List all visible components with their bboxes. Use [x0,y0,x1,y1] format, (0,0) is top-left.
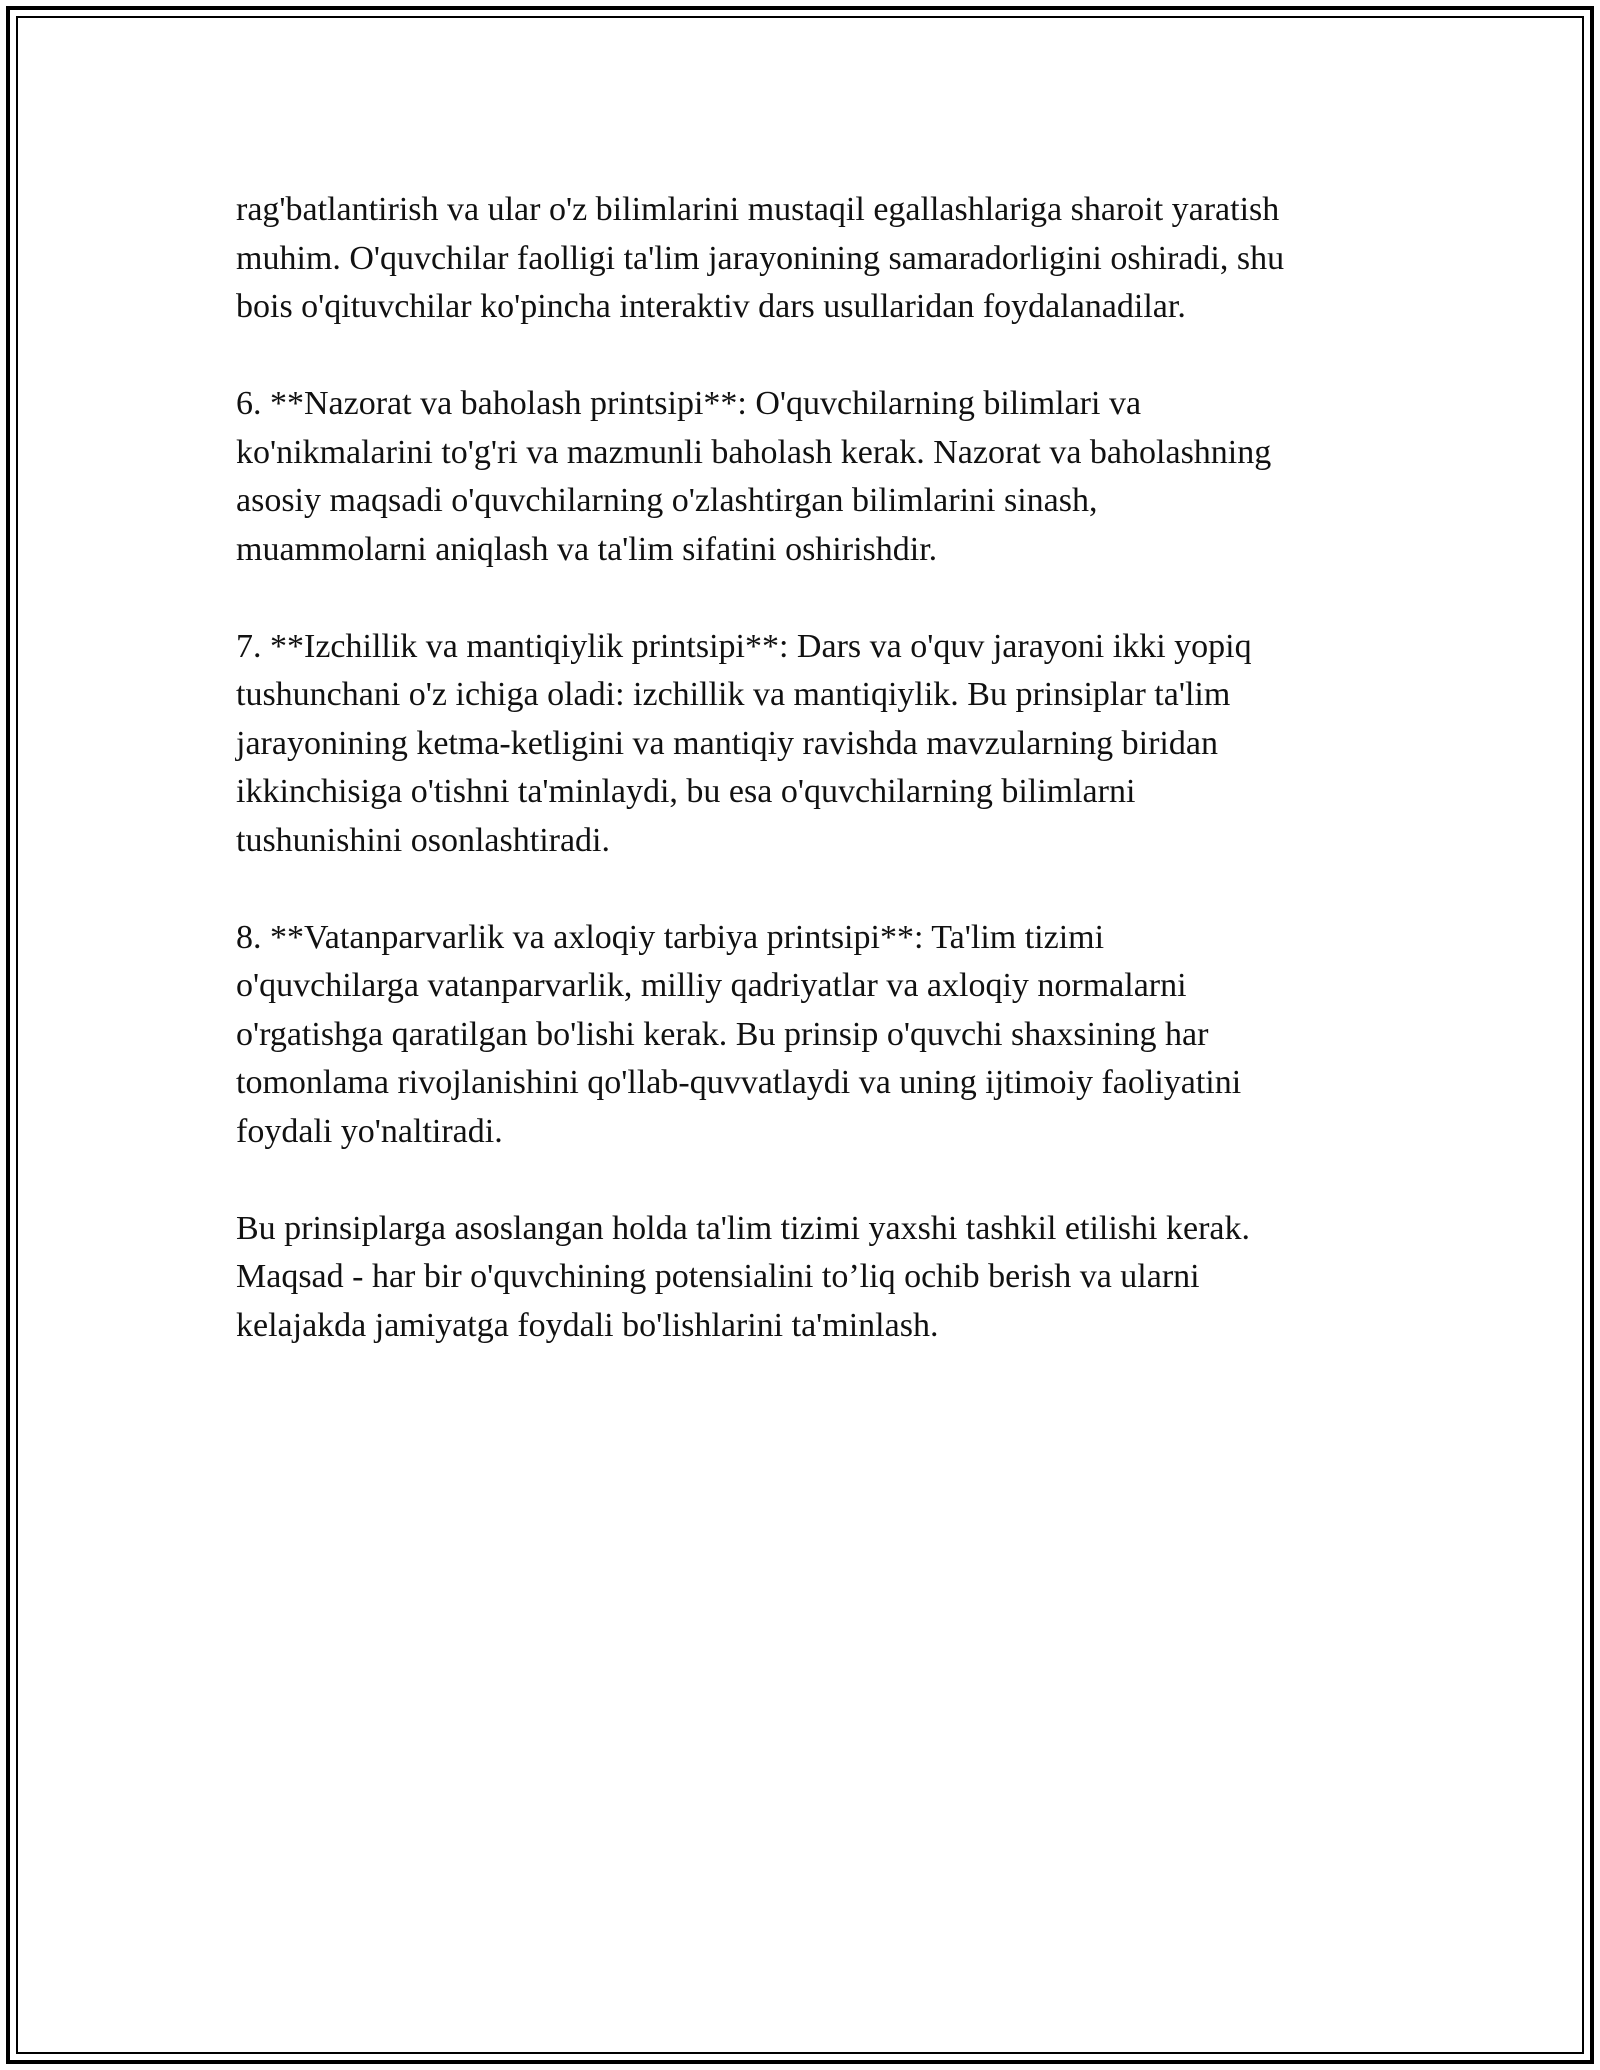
paragraph-principle-8 [236,914,1396,1157]
document-body [236,186,1396,1399]
text-line: Maqsad - har bir o'quvchining potensialini to’liq ochib berish va ularni [236,1258,1200,1295]
text-line: 8. **Vatanparvarlik va axloqiy tarbiya printsipi**: Ta'lim tizimi [236,918,1105,956]
text-line: ikkinchisiga o'tishni ta'minlaydi, bu esa o'quvchilarning bilimlarni [236,773,1136,810]
text-line: o'rgatishga qaratilgan bo'lishi kerak. Bu prinsip o'quvchi shaxsining har [236,1015,1209,1053]
paragraph-principle-7 [236,623,1396,866]
paragraph-principle-6 [236,380,1396,574]
paragraph-continuation [236,186,1396,332]
text-line: ko'nikmalarini to'g'ri va mazmunli baholash kerak. Nazorat va baholashning [236,433,1272,471]
text-line: kelajakda jamiyatga foydali bo'lishlarini ta'minlash. [236,1306,939,1344]
text-line: tushunishini osonlashtiradi. [236,821,610,859]
text-line: Bu prinsiplarga asoslangan holda ta'lim tizimi yaxshi tashkil etilishi kerak. [236,1209,1250,1247]
text-line: bois o'qituvchilar ko'pincha interaktiv dars usullaridan foydalanadilar. [236,288,1186,325]
text-line: muammolarni aniqlash va ta'lim sifatini oshirishdir. [236,530,938,568]
text-line: jarayonining ketma-ketligini va mantiqiy ravishda mavzularning biridan [236,724,1218,762]
paragraph-conclusion [236,1205,1396,1351]
text-line: o'quvchilarga vatanparvarlik, milliy qadriyatlar va axloqiy normalarni [236,967,1187,1004]
text-line: rag'batlantirish va ular o'z bilimlarini mustaqil egallashlariga sharoit yaratish [236,191,1280,228]
text-line: tomonlama rivojlanishini qo'llab-quvvatlaydi va uning ijtimoiy faoliyatini [236,1064,1242,1101]
text-line: 7. **Izchillik va mantiqiylik printsipi**: Dars va o'quv jarayoni ikki yopiq [236,627,1252,665]
text-line: muhim. O'quvchilar faolligi ta'lim jarayonining samaradorligini oshiradi, shu [236,239,1285,277]
text-line: asosiy maqsadi o'quvchilarning o'zlashtirgan bilimlarini sinash, [236,482,1098,519]
text-line: 6. **Nazorat va baholash printsipi**: O'quvchilarning bilimlari va [236,385,1142,422]
text-line: tushunchani o'z ichiga oladi: izchillik va mantiqiylik. Bu prinsiplar ta'lim [236,676,1231,713]
text-line: foydali yo'naltiradi. [236,1112,503,1150]
